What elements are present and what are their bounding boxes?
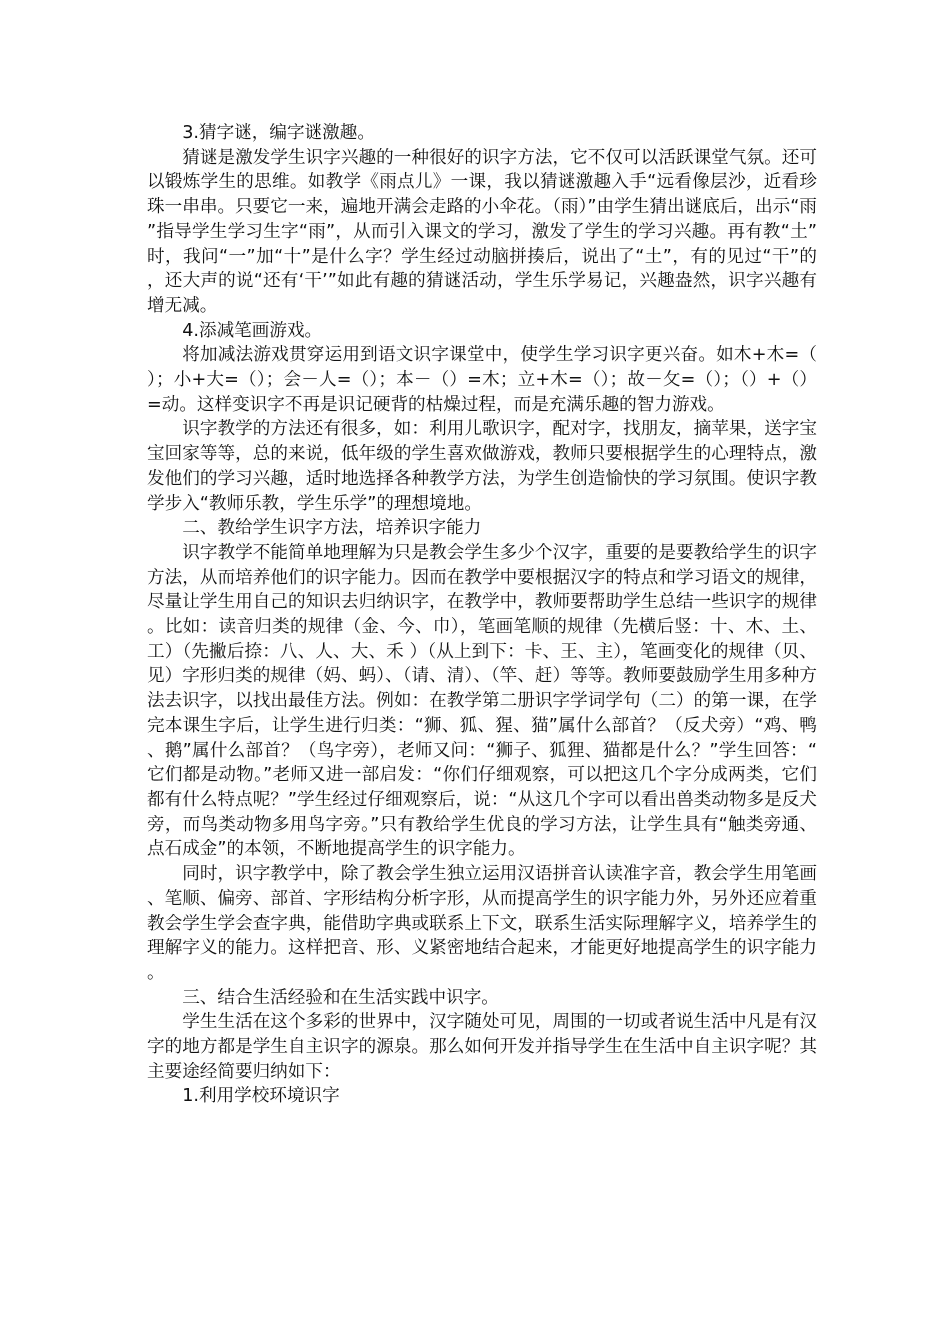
paragraph-meanwhile: 同时，识字教学中，除了教会学生独立运用汉语拼音认读准字音，教会学生用笔画、笔顺、偏旁、部首、字形结构分析字形，从而提高学生的识字能力外，另外还应着重教会学生学会查字典，能借助字典或联系上下文，联系生活实际理解字义，培养学生的理解字义的能力。这样把音、形、义紧密地结合起来，才能更好地提高学生的识字能力。 [147, 864, 817, 983]
subheading-school-environment: 1.利用学校环境识字 [182, 1086, 340, 1107]
paragraph-other-methods: 识字教学的方法还有很多，如：利用儿歌识字，配对字，找朋友，摘苹果，送字宝宝回家等等，总的来说，低年级的学生喜欢做游戏，教师只要根据学生的心理特点，激发他们的学习兴趣，适时地选择各种教学方法，为学生创造愉快的学习氛围。使识字教学步入“教师乐教，学生乐学”的理想境地。 [147, 419, 817, 514]
subheading-stroke-game: 4.添减笔画游戏。 [182, 320, 323, 341]
subheading-riddle-game: 3.猜字谜，编字谜激趣。 [182, 123, 375, 143]
paragraph-teaching-methods: 识字教学不能简单地理解为只是教会学生多少个汉字，重要的是要教给学生的识字方法，从而培养他们的识字能力。因而在教学中要根据汉字的特点和学习语文的规律，尽量让学生用自己的知识去归纳识字，在教学中，教师要帮助学生总结一些识字的规律。比如：读音归类的规律（金、今、巾），笔画笔顺的规律（先横后竖：十、木、土、工）（先撇后捺：八、人、大、禾 ）（从上到下：卡、王、主），笔画变化的规律（贝、见）字形归类的规律（妈、蚂）、（请、清）、（竿、赶）等等。教师要鼓励学生用多种方法去识字，以找出最佳方法。例如：在教学第二册识字学词学句（二）的第一课，在学完本课生字后，让学生进行归类：“狮、狐、猩、猫”属什么部首？（反犬旁）“鸡、鸭、鹅”属什么部首？（鸟字旁），老师又问：“狮子、狐狸、猫都是什么？”学生回答：“它们都是动物。”老师又进一部启发：“你们仔细观察，可以把这几个字分成两类，它们都有什么特点呢？”学生经过仔细观察后，说：“从这几个字可以看出兽类动物多是反犬旁，而鸟类动物多用鸟字旁。”只有教给学生优良的学习方法，让学生具有“触类旁通、点石成金”的本领，不断地提高学生的识字能力。 [147, 542, 817, 860]
document-body [147, 121, 817, 1109]
paragraph-stroke-game: 将加减法游戏贯穿运用到语文识字课堂中，使学生学习识字更兴奋。如木+木=（）；小+大=（）；会－人=（）；本－（）=木；立+木=（）；故－攵=（）；（）+（）=动。这样变识字不再是识记硬背的枯燥过程，而是充满乐趣的智力游戏。 [147, 345, 817, 415]
paragraph-life-literacy: 学生生活在这个多彩的世界中，汉字随处可见，周围的一切或者说生活中凡是有汉字的地方都是学生自主识字的源泉。那么如何开发并指导学生在生活中自主识字呢？其主要途经简要归纳如下： [147, 1012, 817, 1082]
section-heading-two: 二、教给学生识字方法，培养识字能力 [182, 518, 482, 539]
section-heading-three: 三、结合生活经验和在生活实践中识字。 [182, 987, 499, 1008]
paragraph-riddle: 猜谜是激发学生识字兴趣的一种很好的识字方法，它不仅可以活跃课堂气氛。还可以锻炼学生的思维。如教学《雨点儿》一课，我以猜谜激趣入手“远看像层沙，近看珍珠一串串。只要它一来，遍地开满会走路的小伞花。（雨）”由学生猜出谜底后，出示“雨”指导学生学习生字“雨”，从而引入课文的学习，激发了学生的学习兴趣。再有教“土”时，我问“一”加“十”是什么字？学生经过动脑拼揍后，说出了“土”，有的见过“干”的，还大声的说“还有‘干’”如此有趣的猜谜活动，学生乐学易记，兴趣盎然，识字兴趣有增无减。 [147, 147, 817, 316]
